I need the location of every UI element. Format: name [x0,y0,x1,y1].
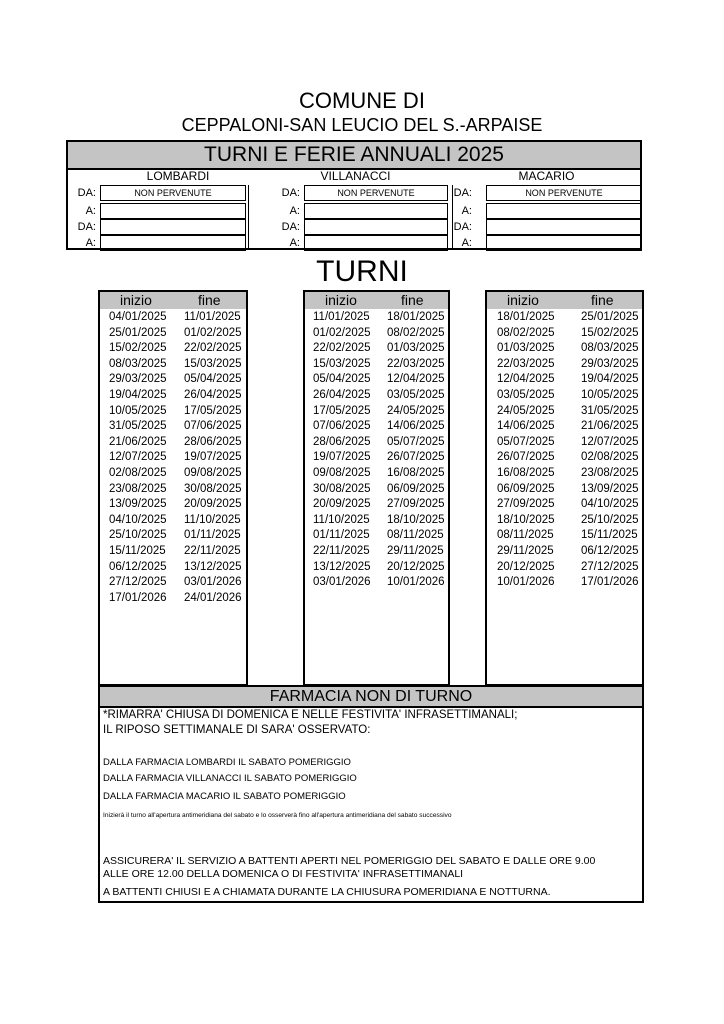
date-fine: 24/01/2026 [184,591,242,604]
date-fine: 29/03/2025 [581,357,639,370]
date-inizio: 05/04/2025 [313,373,371,386]
date-fine: 01/02/2025 [184,326,242,339]
date-fine: 16/08/2025 [387,467,445,479]
page-subtitle: CEPPALONI-SAN LEUCIO DEL S.-ARPAISE [181,115,543,135]
date-inizio: 05/07/2025 [497,435,555,448]
turni-row [305,466,448,482]
ferie-label-a: A: [461,205,472,217]
turni-row [487,419,642,435]
ferie-label-a: A: [289,237,300,249]
date-inizio: 22/03/2025 [497,357,555,370]
farmacia-text: DALLA FARMACIA LOMBARDI IL SABATO POMERIGGIO [103,757,351,768]
date-inizio: 30/08/2025 [313,482,371,495]
turni-row [487,435,642,451]
date-inizio: 19/07/2025 [313,451,371,464]
turni-row [487,544,642,560]
turni-row [305,388,448,404]
farmacia-title: FARMACIA NON DI TURNO [100,687,642,708]
date-inizio: 23/08/2025 [109,482,167,495]
date-fine: 10/01/2026 [387,576,445,589]
date-inizio: 12/04/2025 [497,373,555,386]
ferie-table [66,140,642,250]
date-fine: 04/10/2025 [581,498,639,511]
ferie-date-cell: NON PERVENUTE [100,185,246,201]
date-fine: 19/07/2025 [184,451,242,464]
date-inizio: 22/11/2025 [313,545,370,557]
farmacia-box [98,685,644,903]
column-header-inizio: inizio [325,292,357,308]
date-inizio: 14/06/2025 [497,420,555,433]
turni-row [487,482,642,498]
turni-row [100,544,246,560]
column-header-fine: fine [401,292,424,308]
date-inizio: 04/10/2025 [109,513,167,526]
ferie-title: TURNI E FERIE ANNUALI 2025 [68,142,640,170]
date-inizio: 25/01/2025 [109,326,167,339]
ferie-date-cell [100,203,246,219]
date-inizio: 15/02/2025 [109,342,167,355]
turni-row [487,497,642,513]
date-inizio: 13/12/2025 [313,560,371,573]
turni-row [487,310,642,326]
turni-title: TURNI [316,255,408,288]
farmacia-text: DALLA FARMACIA MACARIO IL SABATO POMERIGGIO [103,791,346,802]
ferie-label-a: A: [461,237,472,249]
date-inizio: 27/12/2025 [109,576,167,589]
column-header-fine: fine [198,292,221,308]
date-fine: 25/10/2025 [581,513,639,526]
date-inizio: 10/01/2026 [497,576,555,589]
date-fine: 05/04/2025 [184,373,242,386]
date-fine: 08/11/2025 [387,529,444,542]
date-fine: 08/03/2025 [581,342,639,355]
date-inizio: 31/05/2025 [109,420,167,433]
date-fine: 22/02/2025 [184,342,242,355]
turni-row [487,575,642,591]
date-inizio: 02/08/2025 [109,467,167,479]
date-inizio: 18/01/2025 [497,311,555,323]
turni-row [100,482,246,498]
date-fine: 20/12/2025 [387,560,445,573]
turni-row [487,560,642,576]
turni-row [305,310,448,326]
date-inizio: 15/11/2025 [109,545,166,557]
turni-row [305,357,448,373]
turni-row [100,326,246,342]
turni-row [487,528,642,544]
date-fine: 02/08/2025 [581,451,639,464]
date-fine: 23/08/2025 [581,467,639,479]
turni-row [305,404,448,420]
date-fine: 05/07/2025 [387,435,445,448]
turni-row [305,497,448,513]
turni-row [487,450,642,466]
farmacia-text: *RIMARRA' CHIUSA DI DOMENICA E NELLE FESTIVITA' INFRASETTIMANALI; [103,709,518,721]
turni-row [100,310,246,326]
date-inizio: 21/06/2025 [109,435,167,448]
date-fine: 27/09/2025 [387,498,445,511]
ferie-separator [248,185,249,249]
turni-row [487,341,642,357]
turni-table [485,290,644,686]
date-fine: 08/02/2025 [387,326,445,339]
turni-row [305,450,448,466]
ferie-date-cell: NON PERVENUTE [304,185,448,201]
turni-row [100,450,246,466]
date-fine: 03/01/2026 [184,576,242,589]
turni-table-header [305,292,448,309]
date-inizio: 17/01/2026 [109,591,167,604]
date-fine: 13/12/2025 [184,560,242,573]
date-fine: 15/02/2025 [581,326,639,339]
ferie-date-cell [486,203,642,219]
date-fine: 28/06/2025 [184,435,242,448]
turni-row [305,544,448,560]
date-inizio: 08/11/2025 [497,529,554,542]
date-fine: 30/08/2025 [184,482,242,495]
turni-row [305,341,448,357]
date-inizio: 10/05/2025 [109,404,167,417]
date-fine: 01/11/2025 [184,529,241,542]
date-fine: 17/01/2026 [581,576,639,589]
ferie-label-da: DA: [453,187,472,199]
date-inizio: 22/02/2025 [313,342,371,355]
ferie-label-da: DA: [77,221,96,233]
date-fine: 20/09/2025 [184,498,242,511]
turni-row [305,482,448,498]
turni-table [98,290,248,686]
ferie-date-cell [304,235,448,251]
ferie-date-cell [100,219,246,235]
date-fine: 15/03/2025 [184,357,242,370]
date-fine: 12/07/2025 [581,435,639,448]
turni-row [305,560,448,576]
turni-row [100,388,246,404]
date-fine: 11/01/2025 [184,311,241,323]
turni-row [100,591,246,607]
date-fine: 12/04/2025 [387,373,445,386]
date-inizio: 03/05/2025 [497,389,555,401]
ferie-label-da: DA: [281,221,300,233]
farmacia-note: Inizierà il turno all'apertura antimeridiana del sabato e lo osserverà fino all'apertura antimeridiana del sabato successivo [103,812,452,819]
ferie-date-cell [100,235,246,251]
date-fine: 11/10/2025 [184,513,241,526]
date-inizio: 18/10/2025 [497,513,555,526]
ferie-pharmacy-name: MACARIO [518,169,575,183]
turni-row [100,513,246,529]
date-inizio: 15/03/2025 [313,357,371,370]
ferie-pharmacy-name: LOMBARDI [146,169,210,183]
date-inizio: 01/11/2025 [313,529,370,542]
date-inizio: 19/04/2025 [109,389,167,401]
date-inizio: 20/09/2025 [313,498,371,511]
turni-table [303,290,450,686]
date-fine: 06/12/2025 [581,545,639,557]
date-inizio: 24/05/2025 [497,404,555,417]
date-fine: 26/07/2025 [387,451,445,464]
date-inizio: 28/06/2025 [313,435,371,448]
farmacia-text: ASSICURERA' IL SERVIZIO A BATTENTI APERTI NEL POMERIGGIO DEL SABATO E DALLE ORE 9.00 [103,855,596,867]
turni-row [100,372,246,388]
turni-table-header [487,292,642,309]
date-inizio: 03/01/2026 [313,576,371,589]
turni-row [305,372,448,388]
turni-row [487,404,642,420]
date-fine: 17/05/2025 [184,404,242,417]
turni-row [100,341,246,357]
turni-row [100,404,246,420]
column-header-inizio: inizio [507,292,539,308]
date-inizio: 12/07/2025 [109,451,167,464]
turni-row [305,513,448,529]
date-fine: 29/11/2025 [387,545,444,557]
date-fine: 07/06/2025 [184,420,242,433]
ferie-label-a: A: [85,237,96,249]
turni-row [100,357,246,373]
column-header-fine: fine [591,292,614,308]
turni-table-header [100,292,246,309]
turni-row [305,435,448,451]
date-fine: 26/04/2025 [184,389,242,401]
turni-row [487,388,642,404]
date-fine: 13/09/2025 [581,482,639,495]
date-inizio: 04/01/2025 [109,311,167,323]
turni-row [100,575,246,591]
date-fine: 01/03/2025 [387,342,445,355]
ferie-label-da: DA: [77,187,96,199]
turni-row [100,560,246,576]
turni-row [487,466,642,482]
ferie-separator [452,185,453,249]
ferie-label-da: DA: [453,221,472,233]
date-inizio: 26/07/2025 [497,451,555,464]
date-inizio: 11/10/2025 [313,513,370,526]
turni-row [487,357,642,373]
column-header-inizio: inizio [120,292,152,308]
farmacia-text: ALLE ORE 12.00 DELLA DOMENICA O DI FESTIVITA' INFRASETTIMANALI [103,868,464,880]
date-fine: 09/08/2025 [184,467,242,479]
turni-row [487,372,642,388]
date-inizio: 11/01/2025 [313,311,370,323]
date-fine: 25/01/2025 [581,311,639,323]
date-inizio: 06/12/2025 [109,560,167,573]
date-fine: 19/04/2025 [581,373,639,386]
turni-row [100,497,246,513]
turni-row [305,326,448,342]
date-inizio: 09/08/2025 [313,467,371,479]
date-inizio: 06/09/2025 [497,482,555,495]
date-fine: 10/05/2025 [581,389,639,401]
farmacia-text: A BATTENTI CHIUSI E A CHIAMATA DURANTE LA CHIUSURA POMERIDIANA E NOTTURNA. [103,886,551,898]
date-inizio: 17/05/2025 [313,404,371,417]
ferie-label-da: DA: [281,187,300,199]
date-inizio: 08/03/2025 [109,357,167,370]
date-fine: 14/06/2025 [387,420,445,433]
date-inizio: 20/12/2025 [497,560,555,573]
date-inizio: 01/02/2025 [313,326,371,339]
date-inizio: 26/04/2025 [313,389,371,401]
date-fine: 31/05/2025 [581,404,639,417]
date-fine: 24/05/2025 [387,404,445,417]
ferie-pharmacy-name: VILLANACCI [320,169,391,183]
date-inizio: 01/03/2025 [497,342,555,355]
date-fine: 15/11/2025 [581,529,638,542]
turni-row [487,326,642,342]
ferie-date-cell [304,203,448,219]
date-fine: 03/05/2025 [387,389,445,401]
date-fine: 22/11/2025 [184,545,241,557]
ferie-date-cell [304,219,448,235]
date-fine: 22/03/2025 [387,357,445,370]
date-fine: 21/06/2025 [581,420,639,433]
date-fine: 27/12/2025 [581,560,639,573]
date-inizio: 07/06/2025 [313,420,371,433]
ferie-label-a: A: [289,205,300,217]
turni-row [100,419,246,435]
date-inizio: 13/09/2025 [109,498,167,511]
date-fine: 06/09/2025 [387,482,445,495]
date-inizio: 27/09/2025 [497,498,555,511]
date-inizio: 08/02/2025 [497,326,555,339]
turni-row [100,435,246,451]
date-fine: 18/10/2025 [387,513,445,526]
ferie-date-cell: NON PERVENUTE [486,185,642,201]
ferie-label-a: A: [85,205,96,217]
farmacia-text: IL RIPOSO SETTIMANALE DI SARA' OSSERVATO: [103,724,371,736]
date-inizio: 29/11/2025 [497,545,554,557]
farmacia-text: DALLA FARMACIA VILLANACCI IL SABATO POMERIGGIO [103,773,357,784]
ferie-date-cell [486,219,642,235]
turni-row [100,466,246,482]
date-fine: 18/01/2025 [387,311,445,323]
page-title: COMUNE DI [299,88,425,113]
turni-row [487,513,642,529]
date-inizio: 16/08/2025 [497,467,555,479]
turni-row [305,419,448,435]
turni-row [305,528,448,544]
turni-row [305,575,448,591]
date-inizio: 25/10/2025 [109,529,167,542]
turni-row [100,528,246,544]
ferie-date-cell [486,235,642,251]
date-inizio: 29/03/2025 [109,373,167,386]
